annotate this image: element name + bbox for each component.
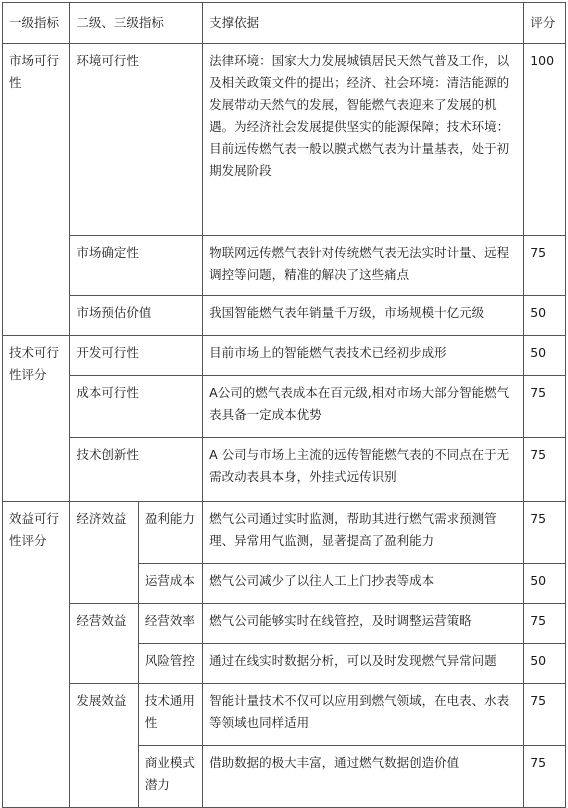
basis-text: A公司的燃气表成本在百元级,相对市场大部分智能燃气表具备一定成本优势 [203, 376, 524, 438]
basis-text: 物联网远传燃气表针对传统燃气表无法实时计量、远程调控等问题，精准的解决了这些痛点 [203, 236, 524, 296]
score-value: 75 [524, 376, 566, 438]
group-tech: 技术可行性评分 [3, 336, 70, 502]
basis-text: A 公司与市场上主流的远传智能燃气表的不同点在于无需改动表具本身，外挂式远传识别 [203, 438, 524, 502]
sub-indicator: 技术创新性 [70, 438, 203, 502]
score-value: 75 [524, 236, 566, 296]
table-row [3, 684, 566, 746]
table-row [3, 604, 566, 644]
table-row [3, 438, 566, 502]
score-value: 75 [524, 438, 566, 502]
group-market: 市场可行性 [3, 44, 70, 336]
basis-text: 法律环境：国家大力发展城镇居民天然气普及工作，以及相关政策文件的提出；经济、社会环境：清洁能源的发展带动天然气的发展，智能燃气表迎来了发展的机遇。为经济社会发展提供坚实的能源保障；技术环境：目前远传燃气表一般以膜式燃气表为计量基表，处于初期发展阶段 [203, 44, 524, 236]
header-row [3, 3, 566, 44]
benefit-category: 经营效益 [70, 604, 138, 684]
evaluation-table [2, 2, 566, 808]
table-row [3, 44, 566, 236]
header-score: 评分 [524, 3, 566, 44]
basis-text: 目前市场上的智能燃气表技术已经初步成形 [203, 336, 524, 376]
score-value: 100 [524, 44, 566, 236]
score-value: 50 [524, 296, 566, 336]
benefit-category: 经济效益 [70, 502, 138, 604]
sub-indicator: 运营成本 [138, 564, 202, 604]
header-level2-3: 二级、三级指标 [70, 3, 203, 44]
sub-indicator: 市场预估价值 [70, 296, 203, 336]
score-value: 50 [524, 644, 566, 684]
table-row [3, 336, 566, 376]
score-value: 75 [524, 684, 566, 746]
sub-indicator: 开发可行性 [70, 336, 203, 376]
basis-text: 燃气公司通过实时监测，帮助其进行燃气需求预测管理、异常用气监测，显著提高了盈利能力 [203, 502, 524, 564]
sub-indicator: 盈利能力 [138, 502, 202, 564]
score-value: 50 [524, 564, 566, 604]
score-value: 75 [524, 746, 566, 808]
table-row [3, 376, 566, 438]
sub-indicator: 环境可行性 [70, 44, 203, 236]
basis-text: 智能计量技术不仅可以应用到燃气领域，在电表、水表等领域也同样适用 [203, 684, 524, 746]
sub-indicator: 成本可行性 [70, 376, 203, 438]
sub-indicator: 风险管控 [138, 644, 202, 684]
basis-text: 燃气公司能够实时在线管控，及时调整运营策略 [203, 604, 524, 644]
group-benefit: 效益可行性评分 [3, 502, 70, 808]
table-row [3, 296, 566, 336]
benefit-category: 发展效益 [70, 684, 138, 808]
header-level1: 一级指标 [3, 3, 70, 44]
header-basis: 支撑依据 [203, 3, 524, 44]
score-value: 75 [524, 502, 566, 564]
basis-text: 燃气公司减少了以往人工上门抄表等成本 [203, 564, 524, 604]
basis-text: 通过在线实时数据分析，可以及时发现燃气异常问题 [203, 644, 524, 684]
table-row [3, 236, 566, 296]
table-row [3, 502, 566, 564]
sub-indicator: 经营效率 [138, 604, 202, 644]
sub-indicator: 商业模式潜力 [138, 746, 202, 808]
score-value: 50 [524, 336, 566, 376]
score-value: 75 [524, 604, 566, 644]
sub-indicator: 技术通用性 [138, 684, 202, 746]
sub-indicator: 市场确定性 [70, 236, 203, 296]
basis-text: 借助数据的极大丰富，通过燃气数据创造价值 [203, 746, 524, 808]
basis-text: 我国智能燃气表年销量千万级，市场规模十亿元级 [203, 296, 524, 336]
